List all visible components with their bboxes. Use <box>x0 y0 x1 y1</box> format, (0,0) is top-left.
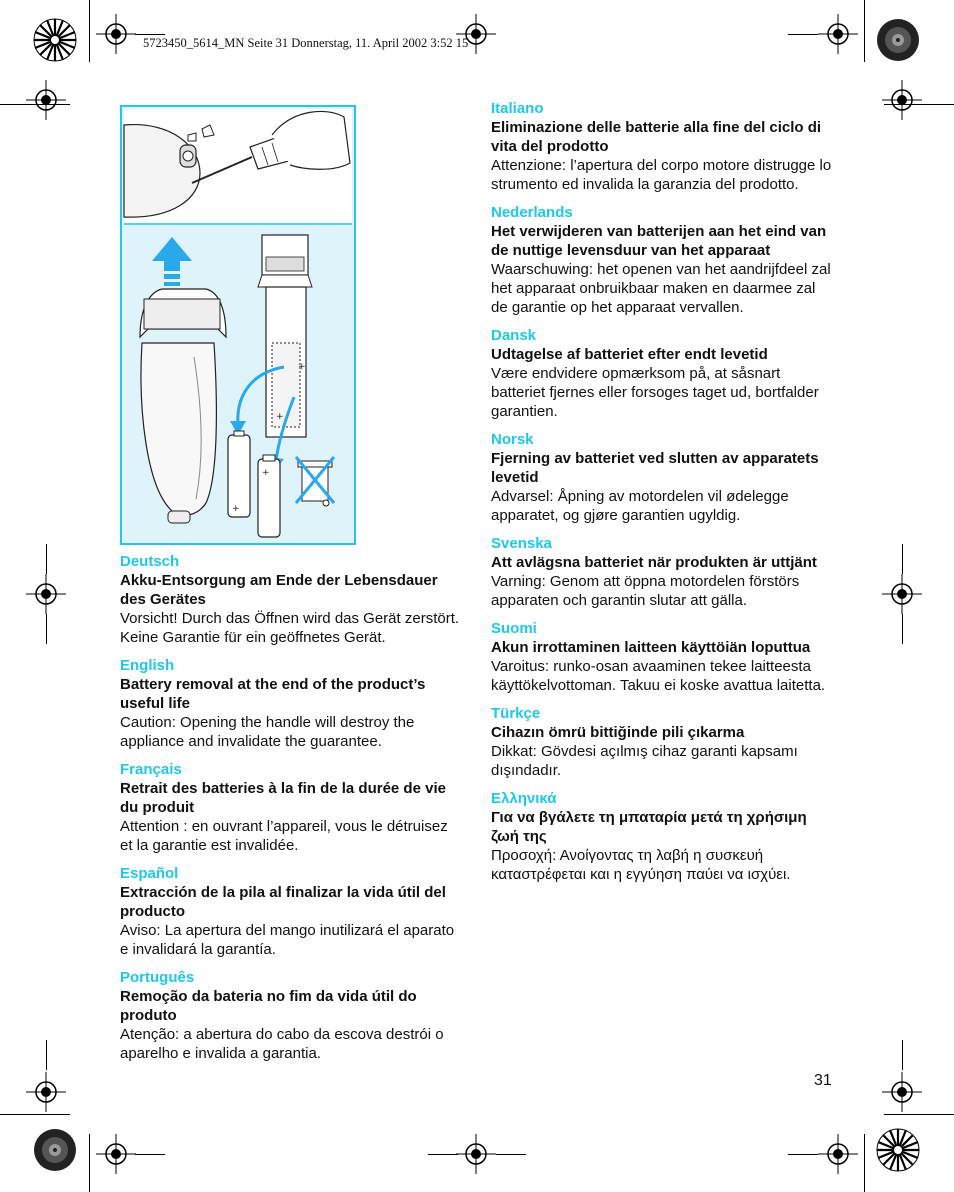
svg-text:+: + <box>276 412 284 422</box>
section-heading: Retrait des batteries à la fin de la durée de vie du produit <box>120 780 446 816</box>
registration-wheel-icon <box>876 1128 920 1172</box>
section-body: Attenzione: l’apertura del corpo motore distrugge lo strumento ed invalida la garanzia del prodotto. <box>491 157 832 193</box>
language-label: Français <box>120 761 182 778</box>
registration-wheel-icon <box>876 18 920 62</box>
language-label: Español <box>120 865 179 882</box>
section-italiano <box>491 99 833 194</box>
registration-wheel-icon <box>33 18 77 62</box>
crop-line <box>89 0 90 62</box>
section-heading: Για να βγάλετε τη μπαταρία μετά τη χρήσιμη ζωή της <box>491 809 807 845</box>
crop-line <box>135 34 165 35</box>
section-body: Attention : en ouvrant l’appareil, vous le détruisez et la garantie est invalidée. <box>120 818 448 854</box>
section-heading: Akun irrottaminen laitteen käyttöiän loputtua <box>491 639 811 656</box>
section-nederlands <box>491 203 833 317</box>
svg-text:+: + <box>298 362 306 372</box>
crop-line <box>89 1134 90 1192</box>
svg-text:+: + <box>262 468 270 478</box>
crop-line <box>902 544 903 574</box>
section-heading: Remoção da bateria no fim da vida útil do produto <box>120 988 417 1024</box>
section-norsk <box>491 430 833 525</box>
crop-line <box>884 104 954 105</box>
section-body: Aviso: La apertura del mango inutilizará el aparato e invalidará la garantía. <box>120 922 455 958</box>
language-label: Türkçe <box>491 705 541 722</box>
section-dansk <box>491 326 833 421</box>
section-body: Προσοχή: Ανοίγοντας τη λαβή η συσκευή καταστρέφεται και η εγγύηση παύει να ισχύει. <box>491 847 791 883</box>
crop-line <box>0 104 70 105</box>
crop-line <box>496 1154 526 1155</box>
section-body: Varning: Genom att öppna motordelen förstörs apparaten och garantin slutar att gälla. <box>491 573 800 609</box>
battery-icon <box>228 431 280 537</box>
crop-line <box>902 614 903 644</box>
crosshair-icon <box>818 1134 858 1174</box>
language-label: Nederlands <box>491 204 573 221</box>
section-espanol <box>120 864 462 959</box>
section-body: Advarsel: Åpning av motordelen vil ødelegge apparatet, og gjøre garantien ugyldig. <box>491 488 789 524</box>
crop-line <box>902 1040 903 1070</box>
section-heading: Akku-Entsorgung am Ende der Lebensdauer des Gerätes <box>120 572 438 608</box>
language-label: Suomi <box>491 620 537 637</box>
section-turkce <box>491 704 833 780</box>
crop-line <box>0 1114 70 1115</box>
crop-line <box>46 1040 47 1070</box>
section-body: Dikkat: Gövdesi açılmış cihaz garanti kapsamı dışındadır. <box>491 743 798 779</box>
section-heading: Udtagelse af batteriet efter endt levetid <box>491 346 768 363</box>
illustration-drawing <box>122 107 354 543</box>
crosshair-icon <box>882 1072 922 1112</box>
section-portugues <box>120 968 462 1063</box>
language-label: English <box>120 657 175 674</box>
crop-line <box>788 34 818 35</box>
crop-line <box>135 1154 165 1155</box>
section-deutsch <box>120 552 462 647</box>
crosshair-icon <box>456 1134 496 1174</box>
upward-arrow-icon <box>152 237 192 292</box>
section-heading: Battery removal at the end of the product’s useful life <box>120 676 426 712</box>
crosshair-icon <box>26 574 66 614</box>
section-body: Vorsicht! Durch das Öffnen wird das Gerät zerstört. Keine Garantie für ein geöffnetes Gerät. <box>120 610 460 646</box>
crosshair-icon <box>818 14 858 54</box>
section-heading: Fjerning av batteriet ved slutten av apparatets levetid <box>491 450 819 486</box>
crosshair-icon <box>26 1072 66 1112</box>
section-english <box>120 656 462 751</box>
language-label: Norsk <box>491 431 534 448</box>
left-text-column <box>120 552 462 1072</box>
crossed-out-bin-icon <box>296 457 334 506</box>
language-label: Português <box>120 969 195 986</box>
crosshair-icon <box>882 574 922 614</box>
section-ellinika <box>491 789 833 884</box>
svg-text:+: + <box>232 504 240 514</box>
page-number: 31 <box>814 1072 832 1089</box>
section-heading: Att avlägsna batteriet när produkten är uttjänt <box>491 554 817 571</box>
print-info-line: 5723450_5614_MN Seite 31 Donnerstag, 11. April 2002 3:52 15 <box>143 36 469 50</box>
language-label: Svenska <box>491 535 552 552</box>
section-body: Waarschuwing: het openen van het aandrijfdeel zal het apparaat onbruikbaar maken en daarmee zal de garantie op het apparaat vervallen. <box>491 261 831 316</box>
section-body: Caution: Opening the handle will destroy the appliance and invalidate the guarantee. <box>120 714 415 750</box>
crop-line <box>864 0 865 62</box>
crop-line <box>788 1154 818 1155</box>
crop-line <box>428 1154 458 1155</box>
crop-line <box>884 1114 954 1115</box>
section-body: Være endvidere opmærksom på, at såsnart batteriet fjernes eller forsoges taget ud, bortfalder garantien. <box>491 365 819 420</box>
language-label: Italiano <box>491 100 544 117</box>
section-svenska <box>491 534 833 610</box>
section-suomi <box>491 619 833 695</box>
crop-line <box>864 1134 865 1192</box>
section-heading: Het verwijderen van batterijen aan het eind van de nuttige levensduur van het apparaat <box>491 223 827 259</box>
section-heading: Cihazın ömrü bittiğinde pili çıkarma <box>491 724 745 741</box>
crosshair-icon <box>26 80 66 120</box>
crosshair-icon <box>96 1134 136 1174</box>
language-label: Deutsch <box>120 553 180 570</box>
crop-line <box>46 614 47 644</box>
section-heading: Eliminazione delle batterie alla fine del ciclo di vita del prodotto <box>491 119 822 155</box>
crosshair-icon <box>882 80 922 120</box>
registration-wheel-icon <box>33 1128 77 1172</box>
crosshair-icon <box>96 14 136 54</box>
section-francais <box>120 760 462 855</box>
right-text-column <box>491 99 833 893</box>
battery-removal-illustration <box>120 105 356 545</box>
section-body: Atenção: a abertura do cabo da escova destrói o aparelho e invalida a garantia. <box>120 1026 444 1062</box>
language-label: Dansk <box>491 327 537 344</box>
section-heading: Extracción de la pila al finalizar la vida útil del producto <box>120 884 446 920</box>
language-label: Ελληνικά <box>491 790 557 807</box>
crop-line <box>46 544 47 574</box>
section-body: Varoitus: runko-osan avaaminen tekee laitteesta käyttökelvottoman. Takuu ei koske avattua laitetta. <box>491 658 826 694</box>
